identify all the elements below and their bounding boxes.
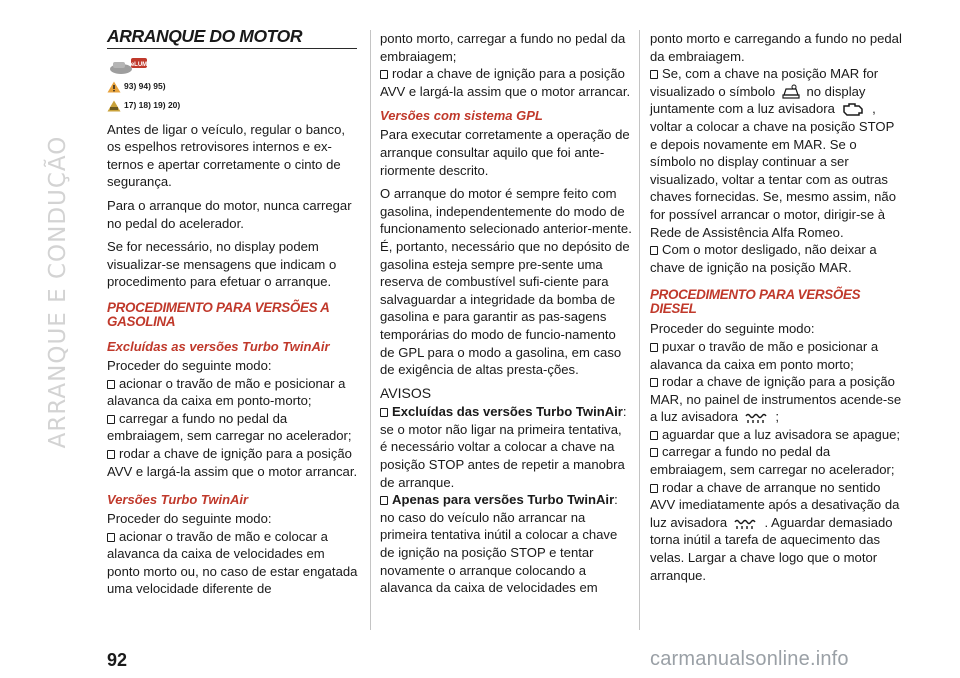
- list-item: Com o motor desligado, não deixar a chave de ignição na posição MAR.: [650, 242, 877, 275]
- bullet-box-icon: [107, 380, 115, 389]
- bullet-box-icon: [650, 431, 658, 440]
- list-item-continued: ponto morto, carregar a fundo no pedal da embraiagem;: [380, 31, 626, 64]
- paragraph: Proceder do seguinte modo:: [107, 511, 272, 527]
- paragraph: Proceder do seguinte modo:: [650, 321, 815, 337]
- list-item: carregar a fundo no pedal da embraiagem, sem carregar no acelerador;: [107, 410, 352, 444]
- section-side-title: ARRANQUE E CONDUÇÃO: [45, 135, 71, 449]
- list-item-continued: ponto morto e carregando a fundo no pedal da embraiagem.: [650, 31, 902, 64]
- subheading-gpl: Versões com sistema GPL: [380, 108, 543, 124]
- page-number: 92: [107, 650, 128, 670]
- bullet-box-icon: [380, 70, 388, 79]
- bullet-box-icon: [650, 343, 658, 352]
- warning-row-2: [107, 97, 359, 115]
- bullet-box-icon: [650, 70, 658, 79]
- paragraph: Para executar corretamente a operação de arranque consultar aquilo que foi ante-riormente descrito.: [380, 127, 630, 178]
- column-1: [107, 28, 359, 598]
- bullet-box-icon: [380, 496, 388, 505]
- bullet-box-icon: [650, 378, 658, 387]
- list-item: rodar a chave de ignição para a posição AVV e largá-la assim que o motor arrancar.: [107, 445, 358, 479]
- notices-label: AVISOS: [380, 384, 432, 401]
- engine-warning-light-icon: [841, 101, 867, 117]
- warning-references: 93) 94) 95): [124, 80, 166, 91]
- bullet-box-icon: [650, 448, 658, 457]
- list-item: rodar a chave de arranque no sentido AVV imediatamente após a desativação da luz avisadora . Aguardar demasiado torna inútil a tarefa de aquecimento das velas. Largar a chave logo que o motor arranque.: [650, 479, 900, 583]
- bullet-box-icon: [107, 450, 115, 459]
- column-3: [650, 30, 902, 584]
- warning-row-1: [107, 78, 359, 96]
- car-engine-icon: [107, 56, 149, 76]
- warning-triangle-icon: [107, 81, 121, 93]
- page-heading: ARRANQUE DO MOTOR: [107, 28, 357, 49]
- subheading-turbo-twinair: Versões Turbo TwinAir: [107, 492, 249, 508]
- list-item: acionar o travão de mão e posicionar a alavanca da caixa em ponto-morto;: [107, 375, 346, 409]
- column-divider: [370, 30, 371, 630]
- list-item: aguardar que a luz avisadora se apague;: [650, 426, 902, 444]
- caution-references: 17) 18) 19) 20): [124, 99, 181, 110]
- section-heading-gasoline: PROCEDIMENTO PARA VERSÕES A GASOLINA: [107, 299, 330, 329]
- car-key-symbol-icon: [781, 84, 801, 100]
- list-item: Apenas para versões Turbo TwinAir: no caso do veículo não arrancar na primeira tentativa inútil a colocar a chave de ignição na posição STOP e tentar novamente o arranque colocando a alavanca da caixa de velocidades em: [380, 492, 618, 596]
- column-2: [380, 30, 632, 597]
- list-item: Excluídas das versões Turbo TwinAir: se o motor não ligar na primeira tentativa, é necessário voltar a colocar a chave na posição STOP antes de repetir a manobra de arranque.: [380, 404, 627, 490]
- bullet-box-icon: [650, 484, 658, 493]
- engine-icon-row: [107, 55, 359, 77]
- list-item: Se, com a chave na posição MAR for visualizado o símbolo no display juntamente com a luz avisadora , voltar a colocar a chave na posição STOP e depois novamente em MAR. Se o símbolo no display continuar a ser visualizado, voltar a tentar com as outras chaves fornecidas. Se, mesmo assim, não for possível arrancar o motor, dirigir-se à Rede de Assistência Alfa Romeo.: [650, 66, 896, 240]
- paragraph: Proceder do seguinte modo:: [107, 357, 272, 373]
- watermark: carmanualsonline.info: [650, 648, 849, 670]
- list-item: acionar o travão de mão e colocar a alavanca da caixa de velocidades em ponto morto ou, no caso de estar engatada uma velocidade diferente de: [107, 528, 358, 597]
- subheading-excluding-turbo: Excluídas as versões Turbo TwinAir: [107, 338, 330, 354]
- bullet-box-icon: [650, 246, 658, 255]
- list-item: puxar o travão de mão e posicionar a alavanca da caixa em ponto morto;: [650, 338, 879, 372]
- bullet-box-icon: [380, 408, 388, 417]
- list-item: rodar a chave de ignição para a posição MAR, no painel de instrumentos acende-se a luz avisadora ;: [650, 374, 902, 425]
- paragraph: Para o arranque do motor, nunca carregar no pedal do acelerador.: [107, 197, 352, 231]
- section-heading-diesel: PROCEDIMENTO PARA VERSÕES DIESEL: [650, 287, 861, 317]
- bullet-box-icon: [107, 533, 115, 542]
- glow-plug-icon: [744, 411, 770, 425]
- paragraph: O arranque do motor é sempre feito com gasolina, independentemente do modo de funcionamento selecionado anterior-mente. É, portanto, necessário que no depósito de gasolina esteja sempre pre-sente uma reserva de combustível sufi-ciente para salvaguardar a integridade da bomba de gasolina e para garantir as pas-sagens temporárias do modo de funcio-namento de GPL para o modo a gasolina, em caso de exigência de altas presta-ções.: [380, 186, 632, 378]
- caution-book-icon: [107, 100, 121, 112]
- list-item: rodar a chave de ignição para a posição AVV e largá-la assim que o motor arrancar.: [380, 66, 631, 99]
- list-item: carregar a fundo no pedal da embraiagem, sem carregar no acelerador;: [650, 444, 895, 478]
- column-divider: [639, 30, 640, 630]
- paragraph: Antes de ligar o veículo, regular o banco, os espelhos retrovisores internos e ex-ternos e apertar corretamente o cinto de segurança.: [107, 121, 346, 190]
- elum-badge: eLUM: [130, 61, 148, 68]
- bullet-box-icon: [107, 415, 115, 424]
- paragraph: Se for necessário, no display podem visualizar-se mensagens que indicam o procedimento para efetuar o arranque.: [107, 239, 337, 290]
- glow-plug-icon: [733, 517, 759, 531]
